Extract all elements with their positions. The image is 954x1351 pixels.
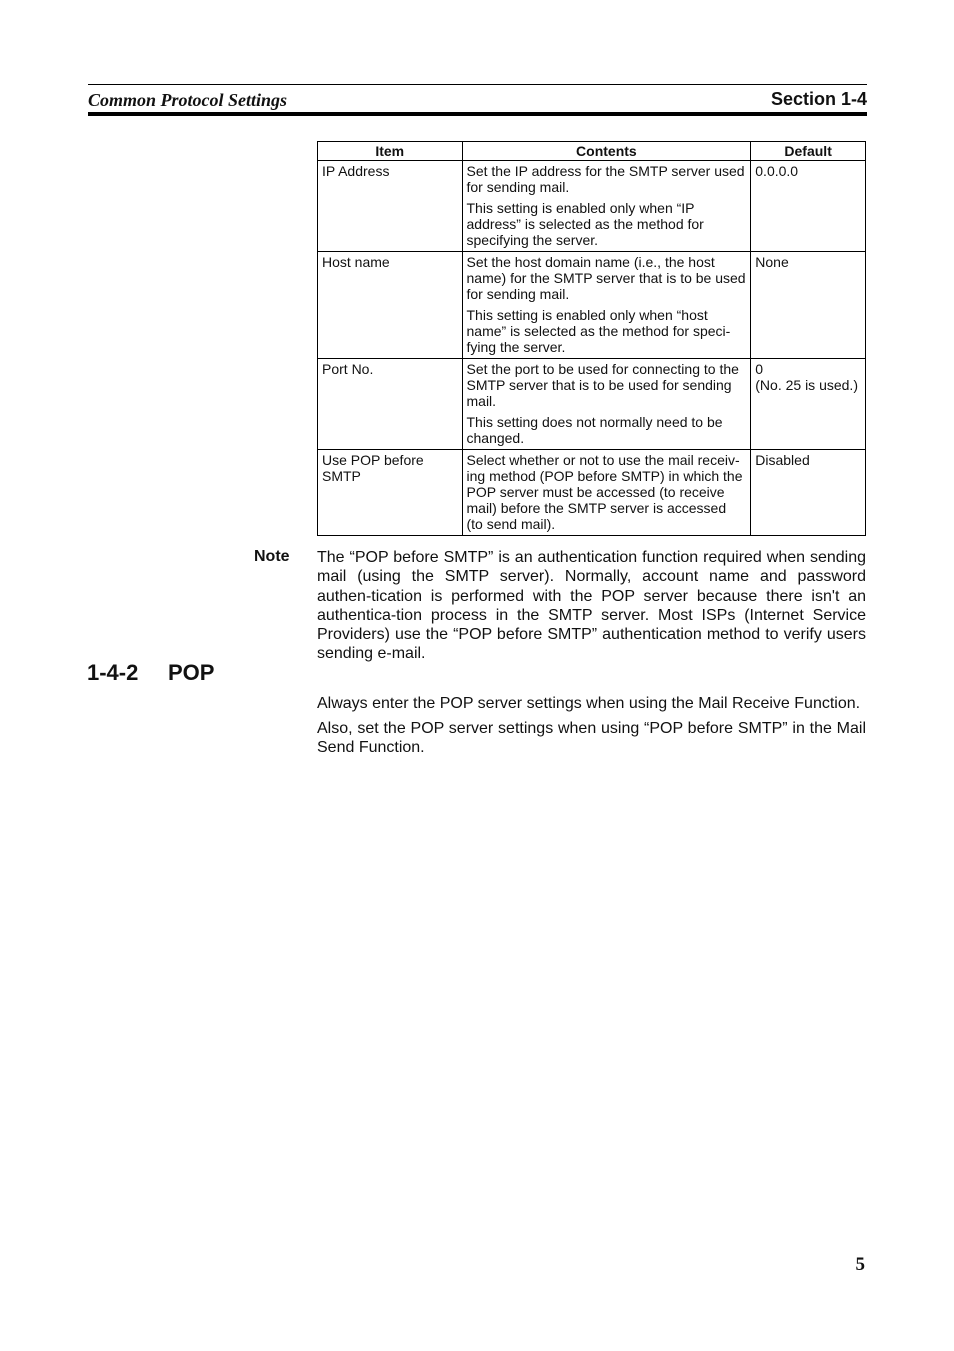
contents-paragraph: This setting does not normally need to be changed. <box>466 414 723 446</box>
row-item-host-name: Host name <box>318 252 463 359</box>
section-title: POP <box>168 660 215 685</box>
table-row <box>318 161 866 252</box>
row-item-ip-address: IP Address <box>318 161 463 252</box>
row-default-port-no <box>751 359 866 450</box>
note-text: The “POP before SMTP” is an authentication function required when sending mail (using the SMTP server). Normally, account name and password authen-tication is performed with the POP server because there isn't an authentica-tion process in the SMTP server. Most ISPs (Internet Service Providers) use the “POP before SMTP” authentication method to verify users sending e-mail. <box>317 549 866 663</box>
column-header-item: Item <box>318 142 463 161</box>
contents-paragraph: Set the host domain name (i.e., the host name) for the SMTP server that is to be used for sending mail. <box>466 254 746 302</box>
running-header-section: Section 1-4 <box>770 89 867 109</box>
running-header-title: Common Protocol Settings <box>88 90 288 110</box>
header-rule-thick <box>88 112 867 116</box>
contents-paragraph: Set the port to be used for connecting to the SMTP server that is to be used for sending mail. <box>466 361 739 409</box>
row-item-use-pop-before-smtp: Use POP before SMTP <box>318 450 463 536</box>
smtp-settings-table <box>317 141 866 536</box>
contents-paragraph: This setting is enabled only when “IP address” is selected as the method for specifying the server. <box>466 200 704 248</box>
default-value: Disabled <box>755 452 810 468</box>
row-contents-port-no <box>462 359 751 450</box>
row-default-host-name <box>751 252 866 359</box>
default-value: 0 <box>755 361 764 377</box>
section-heading <box>87 660 214 686</box>
row-default-ip-address <box>751 161 866 252</box>
body-paragraph: Also, set the POP server settings when using “POP before SMTP” in the Mail Send Function. <box>317 720 866 757</box>
contents-paragraph: Set the IP address for the SMTP server used for sending mail. <box>466 163 745 195</box>
contents-paragraph: This setting is enabled only when “host name” is selected as the method for speci-fying the server. <box>466 307 731 355</box>
column-header-contents: Contents <box>462 142 751 161</box>
table-row <box>318 359 866 450</box>
column-header-default: Default <box>751 142 866 161</box>
default-value: 0.0.0.0 <box>755 163 799 179</box>
row-item-port-no: Port No. <box>318 359 463 450</box>
header-rule-top <box>88 84 867 85</box>
note-label: Note <box>254 548 290 565</box>
table-row <box>318 450 866 536</box>
section-number: 1-4-2 <box>87 660 139 685</box>
row-contents-ip-address <box>462 161 751 252</box>
row-default-use-pop-before-smtp <box>751 450 866 536</box>
contents-paragraph: Select whether or not to use the mail receiv-ing method (POP before SMTP) in which the POP server must be accessed (to receive mail) before the SMTP server is accessed (to send mail). <box>466 452 743 532</box>
page-number: 5 <box>855 1254 865 1275</box>
table-row <box>318 252 866 359</box>
table-header-row <box>318 142 866 161</box>
row-contents-host-name <box>462 252 751 359</box>
default-value-note: (No. 25 is used.) <box>755 377 858 393</box>
row-contents-use-pop-before-smtp <box>462 450 751 536</box>
default-value: None <box>755 254 789 270</box>
body-paragraph: Always enter the POP server settings when using the Mail Receive Function. <box>317 695 861 712</box>
